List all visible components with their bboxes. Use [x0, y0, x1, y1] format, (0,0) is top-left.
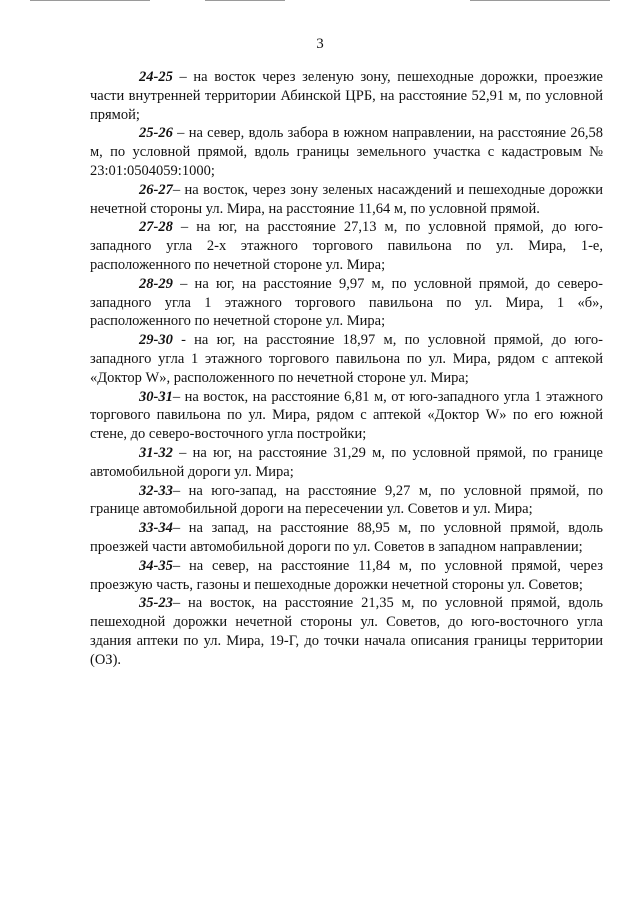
boundary-paragraph [90, 275, 603, 331]
segment-description: - на юг, на расстояние 18,97 м, по условной прямой, до юго-западного угла 1 этажного торгового павильона по ул. Мира, рядом с аптекой «Доктор W», расположенного по нечетной стороне ул. Мира; [90, 332, 603, 386]
segment-label: 27-28 [139, 219, 173, 236]
scan-edge-middle [205, 0, 285, 1]
segment-label: 29-30 [139, 332, 173, 349]
segment-label: 35-23 [139, 595, 173, 612]
segment-description: – на север, на расстояние 11,84 м, по условной прямой, через проезжую часть, газоны и пешеходные дорожки нечетной стороны ул. Советов; [90, 557, 603, 593]
segment-description: – на восток через зеленую зону, пешеходные дорожки, проезжие части внутренней территории Абинской ЦРБ, на расстояние 52,91 м, по условной прямой; [90, 69, 603, 123]
boundary-paragraph [90, 388, 603, 444]
boundary-paragraph [90, 519, 603, 557]
boundary-paragraph [90, 68, 603, 124]
boundary-paragraph [90, 482, 603, 520]
segment-label: 33-34 [139, 520, 173, 537]
segment-description: – на юг, на расстояние 27,13 м, по условной прямой, до юго-западного угла 2-х этажного торгового павильона по ул. Мира, 1-е, расположенного по нечетной стороне ул. Мира; [90, 219, 603, 273]
segment-description: – на юг, на расстояние 9,97 м, по условной прямой, до северо-западного угла 1 этажного торгового павильона по ул. Мира, 1 «б», расположенного по нечетной стороне ул. Мира; [90, 275, 603, 330]
boundary-paragraph [90, 444, 603, 482]
boundary-paragraph [90, 331, 603, 387]
segment-description: – на юго-запад, на расстояние 9,27 м, по условной прямой, по границе автомобильной дороги на пересечении ул. Советов и ул. Мира; [90, 482, 603, 518]
segment-description: – на восток, на расстояние 21,35 м, по условной прямой, вдоль пешеходной дорожки нечетной стороны ул. Советов, до юго-восточного угла здания аптеки по ул. Мира, 19-Г, до точки начала описания границы территории (ОЗ). [90, 595, 603, 668]
segment-description: – на север, вдоль забора в южном направлении, на расстояние 26,58 м, по условной прямой, вдоль границы земельного участка с кадастровым № 23:01:0504059:1000; [90, 125, 603, 179]
segment-label: 30-31 [139, 388, 173, 405]
segment-label: 24-25 [139, 69, 173, 85]
boundary-paragraph [90, 594, 603, 669]
boundary-paragraph [90, 181, 603, 219]
segment-label: 28-29 [139, 275, 173, 292]
page-number: 3 [316, 36, 324, 52]
segment-description: – на юг, на расстояние 31,29 м, по условной прямой, по границе автомобильной дороги ул. Мира; [90, 444, 603, 480]
boundary-paragraph [90, 124, 603, 180]
segment-label: 34-35 [139, 557, 173, 574]
segment-description: – на запад, на расстояние 88,95 м, по условной прямой, вдоль проезжей части автомобильной дороги по ул. Советов в западном направлении; [90, 520, 603, 555]
document-body [90, 68, 603, 670]
segment-label: 31-32 [139, 444, 173, 461]
segment-label: 25-26 [139, 125, 173, 142]
segment-label: 26-27 [139, 181, 173, 198]
boundary-paragraph [90, 557, 603, 595]
scan-edge-right [470, 0, 610, 1]
segment-label: 32-33 [139, 482, 173, 499]
boundary-paragraph [90, 218, 603, 274]
segment-description: – на восток, на расстояние 6,81 м, от юго-западного угла 1 этажного торгового павильона по ул. Мира, рядом с аптекой «Доктор W» по его южной стене, до северо-восточного угла постройки; [90, 388, 603, 443]
segment-description: – на восток, через зону зеленых насаждений и пешеходные дорожки нечетной стороны ул. Мира, на расстояние 11,64 м, по условной прямой. [90, 181, 603, 217]
scan-edge-left [30, 0, 150, 1]
